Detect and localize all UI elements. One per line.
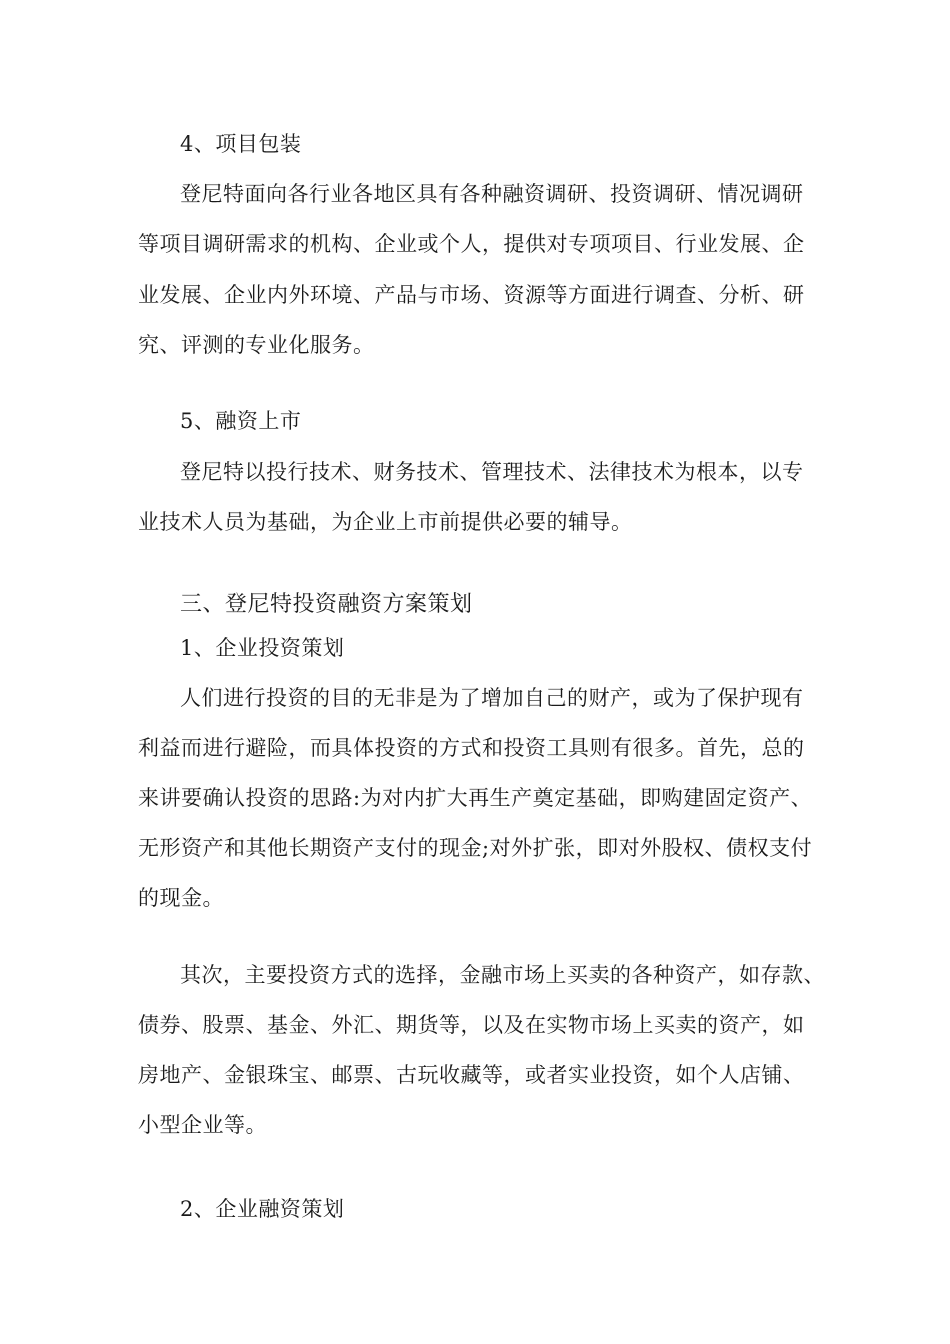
subsection-heading-2: 2、企业融资策划 — [180, 1197, 345, 1221]
paragraph-line: 房地产、金银珠宝、邮票、古玩收藏等，或者实业投资，如个人店铺、 — [138, 1063, 805, 1087]
paragraph-line: 登尼特面向各行业各地区具有各种融资调研、投资调研、情况调研 — [180, 182, 804, 206]
paragraph-line: 无形资产和其他长期资产支付的现金;对外扩张，即对外股权、债权支付 — [138, 836, 813, 860]
paragraph-line: 等项目调研需求的机构、企业或个人，提供对专项项目、行业发展、企 — [138, 232, 805, 256]
paragraph-line: 登尼特以投行技术、财务技术、管理技术、法律技术为根本，以专 — [180, 460, 804, 484]
paragraph-line: 业发展、企业内外环境、产品与市场、资源等方面进行调查、分析、研 — [138, 283, 805, 307]
paragraph-line: 利益而进行避险，而具体投资的方式和投资工具则有很多。首先，总的 — [138, 736, 805, 760]
paragraph-line: 其次，主要投资方式的选择，金融市场上买卖的各种资产，如存款、 — [180, 963, 825, 987]
section-heading-4: 4、项目包装 — [180, 132, 302, 156]
paragraph-line: 来讲要确认投资的思路:为对内扩大再生产奠定基础，即购建固定资产、 — [138, 786, 813, 810]
paragraph-line: 小型企业等。 — [138, 1113, 267, 1137]
section-heading-5: 5、融资上市 — [180, 409, 302, 433]
paragraph-line: 的现金。 — [138, 886, 224, 910]
paragraph-line: 究、评测的专业化服务。 — [138, 333, 375, 357]
paragraph-line: 债券、股票、基金、外汇、期货等，以及在实物市场上买卖的资产，如 — [138, 1013, 805, 1037]
subsection-heading-1: 1、企业投资策划 — [180, 636, 345, 660]
paragraph-line: 业技术人员为基础，为企业上市前提供必要的辅导。 — [138, 510, 633, 534]
part-title: 三、登尼特投资融资方案策划 — [180, 592, 473, 617]
paragraph-line: 人们进行投资的目的无非是为了增加自己的财产，或为了保护现有 — [180, 686, 804, 710]
